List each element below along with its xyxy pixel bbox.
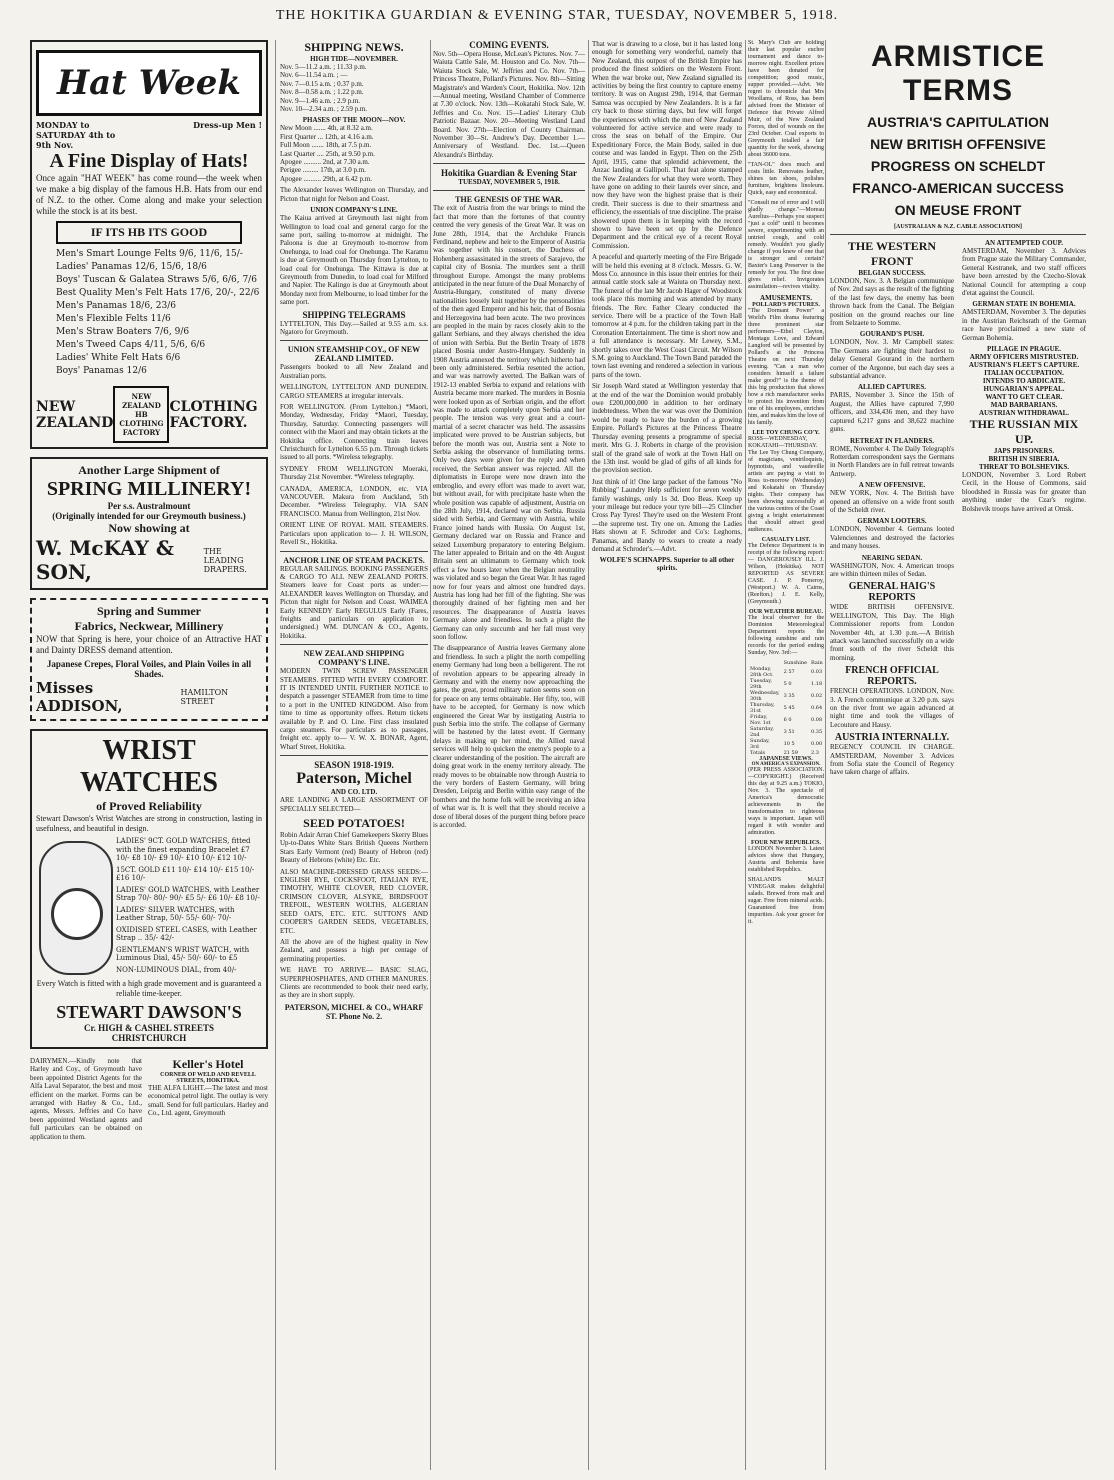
section-body: LONDON, November 4. Germans looted Valenciennes and destroyed the factories and many houses. xyxy=(830,525,954,551)
section-body: PARIS, November 3. Since the 15th of August, the Allies have captured 7,990 officers, and 334,436 men, and they have captured 6,217 guns and 38,622 machine guns. xyxy=(830,391,954,434)
millinery-note: (Originally intended for our Greymouth business.) xyxy=(52,511,246,521)
shipping-title: SHIPPING NEWS. xyxy=(304,40,404,54)
union-body: The Kaiua arrived at Greymouth last night from Wellington to load coal and general cargo for the same port, sailing to-morrow at midnight. The Paloona is due at Greymouth to-morrow from Onehunga, to load coal for Onehunga. The Karamu is due at Greymouth on Thursday from Lyttelton, to load coal for Onehunga. The Kittawa is due at Greymouth from Dunedin, to load coal for Milford and Napier. The Kalingo is due at Greymouth about Monday next from Melbourne, to load timber for the same port. xyxy=(280,214,428,307)
wolfe-ad: WOLFE'S SCHNAPPS. Superior to all other spirits. xyxy=(599,556,735,573)
republics-title: FOUR NEW REPUBLICS. xyxy=(750,840,822,846)
grass-quality: All the above are of the highest quality in New Zealand, and possess a high per centage of germinating properties. xyxy=(280,937,428,963)
alfa-light-notice: THE ALFA LIGHT.—The latest and most economical petrol light. The outlay is very small. Send for full particulars. Harley and Co., Ltd. agent, Greymouth xyxy=(148,1084,268,1118)
notices: St. Mary's Club are holding their last popular euchre tournament and dance to-morrow night. Excellent prizes have been donated for competition; good music, supper provided.—Advt. We regret to chronicle that Mrs Woollams, of Ross, has been advised from the Minister of Defence that Private Alfred Muir, of the New Zealand Forces, died of wounds on the 23rd October. Coal exports to Greymouth totalled a fair quantity for the week, showing about 36000 tons. xyxy=(748,40,824,158)
column-rule xyxy=(430,40,431,1470)
column-five xyxy=(748,40,824,1470)
subhead: PROGRESS ON SCHELDT xyxy=(870,158,1046,174)
list-item: New Moon ....... 4th, at 8.32 a.m. xyxy=(280,124,373,133)
list-item: Nov. 7—0.15 a.m. ; 0.37 p.m. xyxy=(280,79,364,88)
weather-body: The local observer for the Dominion Meteorological Department reports the following sunshine and rain records for the period ending Sunday, Nov. 3rd:— xyxy=(748,615,824,656)
shaland-ad: SHALAND'S MALT VINEGAR makes delightful salads. Brewed from malt and sugar. Free from mineral acids. Guaranteed free from impurities. Ask your grocer for it. xyxy=(748,877,824,925)
section-body: LONDON, Nov. 3. A Belgian communique of Nov. 2nd says as the result of the fighting of the last few days, the enemy has been thrown back from the Canal. The Belgian position on the ground reaches our line from Selzaete to Somme. xyxy=(830,277,954,328)
weather-table xyxy=(748,660,824,756)
subhead: FRANCO-AMERICAN SUCCESS xyxy=(852,180,1064,196)
kellers-sub: CORNER OF WELD AND REVELL STREETS, HOKITIKA. xyxy=(160,1072,256,1084)
hat-week-ad xyxy=(30,40,268,449)
list-item: LADIES' 9CT. GOLD WATCHES, fitted with the finest expanding Bracelet £7 10/- £8 10/- £9 10/- £10 10/- £12 10/- xyxy=(116,837,251,862)
list-item: Men's Tweed Caps 4/11, 5/6, 6/6 xyxy=(56,340,206,350)
list-item: Last Quarter .... 25th, at 9.50 p.m. xyxy=(280,149,375,158)
hat-week-body: Once again "HAT WEEK" has come round—the week when we make a big display of the famous H.B. Hats from our end of N.Z. to the other. Come along and make your selection while the stock is at its best. xyxy=(36,173,262,216)
list-item: Apogee .......... 2nd, at 7.30 a.m. xyxy=(280,158,370,167)
watches-title: WRIST WATCHES xyxy=(80,735,218,798)
list-item: Nov. 10—2.34 a.m. ; 2.59 p.m. xyxy=(280,105,368,114)
tele-body: LYTTELTON, This Day.—Sailed at 9.55 a.m. s.s. Ngatoro for Greymouth. xyxy=(280,319,428,336)
list-item: OXIDISED STEEL CASES, with Leather Strap .. 35/- 42/- xyxy=(116,925,257,942)
list-item: Ladies' Panamas 12/6, 15/6, 18/6 xyxy=(56,262,207,272)
paterson-body: ARE LANDING A LARGE ASSORTMENT OF SPECIALLY SELECTED— xyxy=(280,796,428,813)
millinery-title2: SPRING MILLINERY! xyxy=(46,478,252,500)
hat-week-logo: Hat Week xyxy=(36,50,262,116)
list-item: LADIES' SILVER WATCHES, with Leather Strap, 50/- 55/- 60/- 70/- xyxy=(116,905,235,922)
pollard-body: "The Dormant Power" a World's Film drama featuring three prominent star performers—Ethel Clayton, Montagu Love, and Edward Langford will be presented by Pollard's at the Princess Theatre on next Thursday evening. "Can a man who considers himself a failure make good?" is the theme of this big production that shows how a rich manufacturer seeks to protect his invention from one of his employees, enriches him, and makes him the love of his family. xyxy=(748,308,824,426)
leetoy-title: LEE TOY CHUNG CO'Y. xyxy=(752,430,820,436)
subhead: NEW BRITISH OFFENSIVE xyxy=(870,136,1046,152)
section-title: A NEW OFFENSIVE. xyxy=(858,481,926,490)
section-title: AUSTRIAN'S FLEET'S CAPTURE. xyxy=(968,361,1080,370)
cable-news-column xyxy=(830,40,1086,1470)
tide-title: HIGH TIDE—NOVEMBER. xyxy=(310,55,398,63)
table-row: Thursday, 31st 5 45 0.64 xyxy=(750,702,823,714)
list-item: Men's Smart Lounge Felts 9/6, 11/6, 15/- xyxy=(56,249,243,259)
austria-title: AUSTRIA INTERNALLY. xyxy=(834,732,950,744)
canada-notice: CANADA, AMERICA, LONDON, etc. VIA VANCOUVER. Makura from Auckland, 5th December. *Wireless Telegraphy. VIA SAN FRANCISCO. Manua from Wellington, 21st Nov. xyxy=(280,484,428,518)
list-item: Best Quality Men's Felt Hats 17/6, 20/-, 22/6 xyxy=(56,288,260,298)
hb-logo: NEW ZEALAND HB CLOTHING FACTORY xyxy=(113,386,169,443)
weather-title: OUR WEATHER BUREAU. xyxy=(749,609,823,615)
section-title: ALLIED CAPTURES. xyxy=(857,383,927,392)
section-title: BELGIAN SUCCESS. xyxy=(858,269,926,277)
haig-title: GENERAL HAIG'S REPORTS xyxy=(848,581,936,604)
list-item: Men's Flexible Felts 11/6 xyxy=(56,314,171,324)
cable-credit: [AUSTRALIAN & N.Z. CABLE ASSOCIATION] xyxy=(894,224,1022,230)
wrist-watches-ad xyxy=(30,729,268,1049)
paper-date: TUESDAY, NOVEMBER 5, 1918. xyxy=(458,178,560,187)
paper-title: Hokitika Guardian & Evening Star xyxy=(440,168,578,179)
leetoy-body: ROSS—WEDNESDAY, KOKATAHI—THURSDAY. The Lee Toy Chung Company, of magicians, ventriloquists, hypnotists, and vaudeville artists are paying a visit to Ross to-morrow (Wednesday) and Kokatahi on Thursday nights. Their company has been showing successfully at the various centres of the Coast giving a bright entertainment that should attract good audiences. xyxy=(748,436,824,533)
watches-city: CHRISTCHURCH xyxy=(111,1033,187,1043)
seed-title: SEED POTATOES! xyxy=(303,816,405,831)
japanese-title: JAPANESE VIEWS. xyxy=(759,756,813,762)
section-title: JAPS PRISONERS. xyxy=(993,447,1055,456)
section-body: AMSTERDAM, November 3. Advices from Prague state the Military Commander, General Kestranek, and two staff officers have been arrested by the Czecho-Slovak National Council for attempting a coup d'etat against the Council. xyxy=(962,247,1086,298)
local-news-column xyxy=(592,40,742,1470)
local-body4: Just think of it! One large packet of the famous "No Rubbing" Laundry Help sufficient for seven weekly family washings, only 1s 3d. Doo Beas. Keep up your mileage but reduce your tyre bill—25 Clincher Cross Pay Tyres! They're used on the Western Front—the supreme test. Try one on. Among the Ladies Hats shown at F. Schroder and Co's: Leghorns, Panamas, and Bandy to wears to create a ready demand at Schroder's.—Advt. xyxy=(592,477,742,553)
grass-seeds: ALSO MACHINE-DRESSED GRASS SEEDS:— ENGLISH RYE, COCKSFOOT, ITALIAN RYE, TIMOTHY, WHITE CLOVER, RED CLOVER, CRIMSON CLOVER, ALSYKE, BIRDSFOOT TREFOIL, WESTERN WOLTHS, ALGERIAN SEED OATS, ETC. ETC. SUTTON'S AND COOPER'S GARDEN SEEDS, VEGETABLES, ETC. xyxy=(280,867,428,935)
subhead: ON MEUSE FRONT xyxy=(894,202,1022,218)
season-title: SEASON 1918-1919. xyxy=(314,760,394,771)
millinery-title: Another Large Shipment of xyxy=(78,463,220,477)
anchor-body: REGULAR SAILINGS. BOOKING PASSENGERS & CARGO TO ALL NEW ZEALAND PORTS. Steamers leave for Coast ports as under:— ALEXANDER leaves Wellington on Thursday, and Picton that night for Nelson and Coast. WAIMEA Early KENNEDY Early REGULUS Early (Fares, freights and particulars on application to undersigned.) WM. DUNCAN & CO., Agents, Hokitika. xyxy=(280,564,428,640)
masthead: THE HOKITIKA GUARDIAN & EVENING STAR, TUESDAY, NOVEMBER 5, 1918. xyxy=(275,8,839,23)
casualty-title: CASUALTY LIST. xyxy=(761,537,811,543)
editorial-column xyxy=(433,40,585,1470)
japanese-sub: ON AMERICA'S EXPANSION. xyxy=(751,762,821,767)
coming-events-title: COMING EVENTS. xyxy=(469,40,549,50)
editorial-body2: The disappearance of Austria leaves Germany alone and friendless. In such a plight the north compelling enemy Germany had long been a belligerent. The rot of revolution appears to be appearing already in Germany and with the enemy now approaching the gates, the great, proud military nation seems soon on for peace on any terms obtainable. Her fifty, too, will have to be accepted, for Germany is now which engineered the Great War by instigating Austria to push Serbia into the strife. The collapse of Germany will be hastened by the latest event. If Germany delays in making up her mind, the Allied naval services will help to quicken the enemy's people to a clearer understanding of the position. The aircraft are doing great work in the enemy territory already. The ready moves to be obtainable now through Austria to the very borders of Eastern Germany, will bring Dresden, Leipzig and Berlin within easy range of the bombers and the home folk will be receiving an idea of what war is. It is well that they should receive a dose of liberal doses of the purgent thing before peace is accorded. xyxy=(433,644,585,829)
list-item: LADIES' GOLD WATCHES, with Leather Strap 70/- 80/- 90/- £5 5/- £6 10/- £8 10/- xyxy=(116,885,260,902)
addison-body2: Japanese Crepes, Floral Voiles, and Plain Voiles in all Shades. xyxy=(46,659,252,679)
moon-title: PHASES OF THE MOON—NOV. xyxy=(302,116,406,125)
footer-right: CLOTHING FACTORY. xyxy=(169,398,258,431)
section-title: NEARING SEDAN. xyxy=(861,553,923,562)
section-body: LONDON, November 3. Lord Robert Cecil, in the House of Commons, said bloodshed in Russia was for greater than anything under the Czar's regime. Bolshevik troops have arrived at Omsk. xyxy=(962,471,1086,513)
subhead: AUSTRIA'S CAPITULATION xyxy=(867,114,1049,130)
addison-title2: Fabrics, Neckwear, Millinery xyxy=(74,619,224,633)
list-item: Nov. 5—11.2 a.m. ; 11.33 p.m. xyxy=(280,63,367,71)
western-front-title: THE WESTERN FRONT xyxy=(847,239,937,268)
section-title: BRITISH IN SIBERIA. xyxy=(988,455,1060,464)
millinery-ad xyxy=(30,457,268,590)
list-item: Men's Straw Boaters 7/6, 9/6 xyxy=(56,327,190,337)
orient-notice: ORIENT LINE OF ROYAL MAIL STEAMERS. Particulars upon application to— J. H. WILSON, Revell St., Hokitika. xyxy=(280,521,428,547)
section-title: INTENDS TO ABDICATE. xyxy=(982,377,1066,386)
hat-week-dates: MONDAY to SATURDAY 4th to 9th Nov. xyxy=(36,120,116,150)
potato-list: Robin Adair Arran Chief Gamekeepers Skerry Blues Up-to-Dates White Stars British Queens Northern Stars Early Vermont (red) Beauty of Hebron (red) Beauty of Hebrons (white) Etc. Etc. xyxy=(280,831,428,865)
addison-body: NOW that Spring is here, your choice of an Attractive HAT and Dainty DRESS demand attention. xyxy=(36,634,262,655)
section-body: NEW YORK, Nov. 4. The British have opened an offensive on a wide front south of the Scheldt river. xyxy=(830,489,954,514)
table-row: Wednesday, 30th 3 35 0.02 xyxy=(750,690,823,702)
hat-price-list xyxy=(56,248,262,378)
list-item: Nov. 6—11.54 a.m. ; — xyxy=(280,71,348,80)
section-body: AMSTERDAM, November 3. The deputies in the Austrian Reichsrath of the German race have proclaimed a new state of German Bohemia. xyxy=(962,308,1086,342)
table-row: Sunday, 3rd 10 5 0.00 xyxy=(750,738,823,750)
kellers-title: Keller's Hotel xyxy=(172,1057,244,1071)
paterson-title: Paterson, Michel xyxy=(296,770,412,788)
list-item: Perigee ......... 17th, at 3.0 p.m. xyxy=(280,166,366,175)
french-title: FRENCH OFFICIAL REPORTS. xyxy=(845,665,939,688)
ussco-title: UNION STEAMSHIP COY., OF NEW ZEALAND LIMITED. xyxy=(287,345,421,364)
coming-events: Nov. 5th—Opera House, McLean's Pictures. Nov. 7—Waiuta Cattle Sale, M. Houston and Co. Nov. 7th—Waiuta Stock Sale, W. Jeffries and Co. Nov. 7th—Princess Theatre, Pollard's Pictures. Nov. 8th—Sitting Magistrate's and Warden's Court, Hokitika. Nov. 12th—Annual meeting, Westland Chamber of Commerce at 7.30 o'clock. Nov. 13th—Kokatahi Stock Sale, W. Jeffries and Co. Nov. 15—Ladies' Literary Club Patriotic Bazaar. Nov. 20—Meeting Westland Land Board. Nov. 27th—Election of County Chairman. November 30—St. Andrew's Day. December 1.—Anniversary of Westland. Dec. 1st.—Queen Alexandra's Birthday. xyxy=(433,50,585,159)
hat-week-headline: A Fine Display of Hats! xyxy=(49,150,249,172)
list-item: Nov. 8—0.58 a.m. ; 1.22 p.m. xyxy=(280,88,364,97)
list-item: Boys' Panamas 12/6 xyxy=(56,366,147,376)
millinery-firm: W. McKAY & SON, xyxy=(36,536,174,584)
wristwatch-icon xyxy=(39,841,113,975)
section-body: LONDON, Nov. 3. Mr Campbell states: The Germans are fighting their hardest to delay General Gourand in the northern corner of the Argonne, but each day sees a substantial advance. xyxy=(830,338,954,381)
column-rule xyxy=(588,40,589,1470)
section-title: ARMY OFFICERS MISTRUSTED. xyxy=(969,353,1079,362)
millinery-showing: Now showing at xyxy=(108,521,190,535)
section-title: AN ATTEMPTED COUP. xyxy=(985,239,1063,247)
list-item: Nov. 9—1.46 a.m. ; 2.9 p.m. xyxy=(280,96,361,105)
list-item: Full Moon ....... 18th, at 7.5 p.m. xyxy=(280,141,372,150)
casualty-body: The Defence Department is in receipt of the following report:— DANGEROUSLY ILL. J. Wilson, (Hokitika). NOT REPORTED AS SEVERE CASE. J. P. Pomeroy, (Westport.) W. A. Cairns, (Reefton.) J. E. Kelly, (Greymouth.) xyxy=(748,543,824,605)
pollard-title: POLLARD'S PICTURES. xyxy=(752,302,820,308)
ussco-body: Passengers booked to all New Zealand and Australian ports. xyxy=(280,363,428,380)
section-body: ROME, November 4. The Daily Telegraph's Rotterdam correspondent says the Germans in North Flanders are in full retreat towards Antwerp. xyxy=(830,444,954,478)
genesis-title: THE GENESIS OF THE WAR. xyxy=(455,195,563,205)
ads-column xyxy=(30,40,268,1470)
nzs-body: MODERN TWIN SCREW PASSENGER STEAMERS. FITTED WITH EVERY COMFORT. IT IS INTENDED UNTIL FURTHER NOTICE to despatch a passenger STEAMER from time to time to a port in the UNITED KINGDOM. Also from time to time as opportunity offers. Return tickets available by P. and O. Line. First class insulated cargo steamers. For particulars as to passages, freight etc. apply to— V. W. X. BONAR, Agent, Wharf Street, Hokitika. xyxy=(280,667,428,751)
table-row: Saturday, 2nd 3 51 0.35 xyxy=(750,726,823,738)
tele-title: SHIPPING TELEGRAMS xyxy=(302,309,406,320)
anchor-title: ANCHOR LINE OF STEAM PACKETS. xyxy=(283,555,425,565)
column-rule xyxy=(825,40,826,1470)
addison-firm: Misses ADDISON, xyxy=(36,679,123,715)
baxter-ad: "Consult me of error and I will gladly change."—Moreau Aurelius—Perhaps you suspect "just a cold" until it becomes severe, experimenting with an untried cough, and cold remedy. Wouldn't you gladly change if you knew of one that is stronger and certain? Baxter's Lung Preserver is the remedy for you. The first dose gives relief. Invigorates assimilation—revives vitality. xyxy=(748,200,824,290)
section-title: WANT TO GET CLEAR. xyxy=(985,393,1063,402)
addison-street: HAMILTON STREET xyxy=(180,688,229,706)
sydney-notice: SYDNEY FROM WELLINGTON Moeraki, Thursday 21st November. *Wireless telegraphy. xyxy=(280,464,428,482)
watches-guarantee: Every Watch is fitted with a high grade movement and is guaranteed a reliable time-keeper. xyxy=(36,979,262,998)
basic-slag: WE HAVE TO ARRIVE— BASIC SLAG, SUPERPHOSPHATES, AND OTHER MANURES. Clients are recommended to book their need early, as they are in short supply. xyxy=(280,966,428,1000)
list-item: 15CT. GOLD £11 10/- £14 10/- £15 10/- £16 10/- xyxy=(116,865,255,882)
paterson-address: PATERSON, MICHEL & CO., WHARF ST. Phone No. 2. xyxy=(284,1002,424,1021)
shipping-column xyxy=(280,40,428,1470)
editorial-body: The exit of Austria from the war brings to mind the fact that more than the fortunes of that country centred the very genesis of the Great War. It was on June 28th, 1914, that the Archduke Francis Ferdinand, nephew and heir to the Emperor of Austria was together with his consort, the Duchess of Hohenberg assassinated in the streets of Sarajevo, the capital city of Bosnia. The murders sent a thrill throughout Europe. Amongst the many problems anticipated in the near future of the Dual Monarchy of Austria-Hungary, constituted of many diverse nationalities loosely knit together by the personalities of the then aged Emperor and his heir, that of Bosnia and Herzegovina had been acute. The two provinces are peopled in the main by races closely akin to the gallant Serbians, and they always cherished the idea of union with Serbia. But the Berlin Treaty of 1878 placed Bosnia under Austro-Hungary. Suddenly in 1908 Austria annexed the territory which hitherto had been only administered. Serbia resented the action, and war was narrowly averted. The Balkan wars of 1912-13 enabled Serbia to expand and relations with Austria became more marked. The murders in Bosnia were looked upon as of Serbian origin, and the effort was made to attack completely upon Serbia and her people. The tension was very great and a court-martial of a secret character was held. The assassins implicated were proved to be Austrian subjects, but before the month was out, Austria sent a Note to Serbia asking the observance of humiliating terms. Only two days were given for the reply and when received, the Serbian answer was rejected. All the diplomatists in Europe were now drawn into the embroglio, and every effort was made to avert war, but without avail, for with precipitate haste when the whole position was capable of adjustment, Austria on the 28th July, 1914, declared war on Serbia. Russia sided with Serbia, and Germany with Austria, while France joined hands with Russia. On August 1st, Germany declared war on Russia and France and seized Luxemburg preparatory to entering Belgium. The latter appealed to Britain and on the 4th August Britain sent an ultimatum to Germany which took effect a few hours later when the Belgian neutrality was violated and so began the Great War. It has raged now for four years and almost one hundred days. Austria has long had her fill of the fighting. She was thoroughly drained of her fighting men and her resources. The disappearance of Austria leaves Germany alone and friendless. In such a plight the Germany can only succumb and her fall must very soon follow. xyxy=(433,204,585,641)
local-body: That war is drawing to a close, but it has lasted long enough for something very wonderful, namely that New Zealand, this outpost of the British Empire has produced the finest soldiers on the Western Front. When the war broke out, New Zealand signalled its activities by being the first country to capture enemy territory. It was on August 29th, 1914, that German Samoa was occupied by New Zealanders. It is a far cry back to those stirring days, but few will forget the experiences with which the men of New Zealand volunteered for active service and were ready to cross the seas on behalf of the Empire. Our Expeditionary Force, the Main Body, sailed in due course and was landed in Egypt. Then on the 25th April, 1915, came that splendid achievement, the Anzac landing at Gallipoli. That feat alone stamped the New Zealanders for what they were worth. They have gone on adding to their laurels ever since, and now they have won the highest praise that is their credit. Their success is due to their smartness and efficiency, the essentials of true discipline. The praise showered upon them is in keeping with the record shown to have been set up by the Defence Department and the critical eye of a recent Royal Commission. xyxy=(592,40,742,250)
ussco-routes: WELLINGTON, LYTTELTON AND DUNEDIN. CARGO STEAMERS at irregular intervals. xyxy=(280,383,428,400)
alexander-notice: The Alexander leaves Wellington on Thursday, and Picton that night for Nelson and Coast. xyxy=(280,186,428,203)
section-title: GOURAND'S PUSH. xyxy=(859,330,925,339)
list-item: Ladies' White Felt Hats 6/6 xyxy=(56,353,181,363)
section-title: MAD BARBARIANS. xyxy=(990,401,1058,410)
section-title: GERMAN STATE IN BOHEMIA. xyxy=(972,300,1076,309)
table-row: Friday, Nov. 1st 6 0 0.08 xyxy=(750,714,823,726)
column-rule xyxy=(275,40,276,1470)
millinery-per: Per s.s. Australmount xyxy=(107,501,191,511)
section-title: GERMAN LOOTERS. xyxy=(857,517,927,526)
section-title: AUSTRIAN WITHDRAWAL. xyxy=(978,409,1070,418)
tanol-ad: "TAN-OL" does much and costs little. Renovates leather, shines tan shoes, polishes furniture, brightens linoleum. Quick, easy and economical. xyxy=(748,162,824,196)
section-title: HUNGARIAN'S APPEAL. xyxy=(983,385,1065,394)
table-row: Tuesday, 29th 5 0 1.18 xyxy=(750,678,823,690)
watches-sub: of Proved Reliability xyxy=(96,799,202,813)
local-body2: A peaceful and quarterly meeting of the Fire Brigade will be held this evening at 8 o'clock. Messrs. G. W. Moss Co. announce in this issue their entries for their annual cattle stock sale at Waiuta on Thursday next. The funeral of the late Mr Jacob Hager of Woodstock took place this morning and was attended by many friends. The Rev. Father Cleary conducted the service. There will be a practice of the Town Hall tomorrow at 4 p.m. for the children taking part in the Coronation Entertainment. The time is short now and a full attendance is necessary. Mr Lewey, S.M., shortly takes over the West Coast Circuit. Mr Wilson S.M. going to Auckland. The Town Band paraded the town last evening and rendered a selection in various parts of the town. xyxy=(592,253,742,379)
list-item: NON-LUMINOUS DIAL, from 40/- xyxy=(116,965,237,974)
wellington-notice: FOR WELLINGTON. (From Lyttelton.) *Maori, Monday, Wednesday, Friday *Maori, Tuesday, Thursday, Saturday. Connecting passengers will connect with the Maori and may obtain tickets at the Hokitika office. Connecting train leaves Christchurch for Lyttelton 6.55 p.m. Through tickets issued to all ports. *Wireless telegraphy. xyxy=(280,403,428,462)
dairymen-notice: DAIRYMEN.—Kindly note that Harley and Coy., of Greymouth have been appointed District Agents for the Alfa Laval Separator, the best and most efficient on the market. Forms can be arranged with Harley & Co., Ltd., agents, Messrs. Jeffries and Co have been appointed Westland agents and full particulars can be obtained on application to them. xyxy=(30,1057,142,1141)
table-row: Totals 21 59 2.3 xyxy=(750,750,819,756)
japanese-body: (PER PRESS ASSOCIATION.—COPYRIGHT.) (Received this day at 9.25 a.m.) TOKIO, Nov. 3. The spectacle of America's democratic achievements in the transformation to righteous ways is important. Japan will regard it with wonder and admiration. xyxy=(748,767,824,836)
addison-ad xyxy=(30,598,268,721)
section-body: REGENCY COUNCIL IN CHARGE. AMSTERDAM, November 3. Advices from Sofia state the Council of Regency have taken charge of affairs. xyxy=(830,743,954,777)
nzs-title: NEW ZEALAND SHIPPING COMPANY'S LINE. xyxy=(303,649,405,668)
list-item: Boys' Tuscan & Galatea Straws 5/6, 6/6, 7/6 xyxy=(56,275,257,285)
amusements-title: AMUSEMENTS. xyxy=(760,294,812,302)
section-body: FRENCH OPERATIONS. LONDON, Nov. 3. A French communique at 3.20 p.m. says on the river front we again advanced at night time and took the villages of Lecouture and Hausy. xyxy=(830,687,954,729)
watches-intro: Stewart Dawson's Wrist Watches are strong in construction, lasting in usefulness, and beautiful in design. xyxy=(36,814,262,833)
hb-badge: IF ITS HB ITS GOOD xyxy=(56,221,242,244)
paterson-sub: AND CO. LTD. xyxy=(330,788,378,797)
watches-addr: Cr. HIGH & CASHEL STREETS xyxy=(84,1023,214,1033)
list-item: First Quarter ... 12th, at 4.16 a.m. xyxy=(280,132,374,141)
hat-week-slogan: Dress-up Men ! xyxy=(193,120,262,130)
union-title: UNION COMPANY'S LINE. xyxy=(310,206,398,215)
table-row: Monday, 28th Oct. 2 57 0.03 xyxy=(750,666,823,678)
republics-body: LONDON November 3. Latest advices show that Hungary, Austria and Bohemia have established Republics. xyxy=(748,846,824,873)
section-title: ITALIAN OCCUPATION. xyxy=(984,369,1064,378)
list-item: GENTLEMAN'S WRIST WATCH, with Luminous Dial, 45/- 50/- 60/- to £5 xyxy=(116,945,250,962)
section-title: PILLAGE IN PRAGUE. xyxy=(986,345,1062,354)
list-item: Men's Panamas 18/6, 23/6 xyxy=(56,301,176,311)
footer-left: NEW ZEALAND xyxy=(36,398,114,431)
local-body3: Sir Joseph Ward stated at Wellington yesterday that at the end of the war the Dominion would probably owe £200,000,000 in addition to her ordinary indebtedness. When the war was over the Dominion would be ready to have the burden of a growing Empire. Pollard's Pictures at the Princess Theatre Thursday evening presents a programme of special merit. Mrs G. J. Roberts in charge of the provision stall of the grand sale of work at the Town Hall on the 13th inst. would be glad of gifts of all kinds for the provision section. xyxy=(592,382,742,475)
section-body: WASHINGTON, Nov. 4. American troops are within thirteen miles of Sedan. xyxy=(830,561,954,578)
addison-title: Spring and Summer xyxy=(96,604,202,618)
list-item: Apogee .......... 29th, at 6.42 p.m. xyxy=(280,174,372,183)
column-rule xyxy=(745,40,746,1470)
section-title: THREAT TO BOLSHEVIKS. xyxy=(979,463,1069,472)
watches-firm: STEWART DAWSON'S xyxy=(56,1002,242,1022)
armistice-headline: ARMISTICE TERMS xyxy=(871,40,1045,107)
section-title: RETREAT IN FLANDERS. xyxy=(850,436,934,445)
millinery-tag: THE LEADING DRAPERS. xyxy=(203,546,247,574)
table-row: Sunshine Rain xyxy=(783,660,823,666)
russian-title: THE RUSSIAN MIX UP. xyxy=(969,417,1079,447)
section-body: WIDE BRITISH OFFENSIVE. WELLINGTON, This Day. The High Commissioner reports from London November 4th, at 1.30 p.m.—A British attack was launched successfully on a wide front south of the river Scheldt this morning. xyxy=(830,603,954,662)
